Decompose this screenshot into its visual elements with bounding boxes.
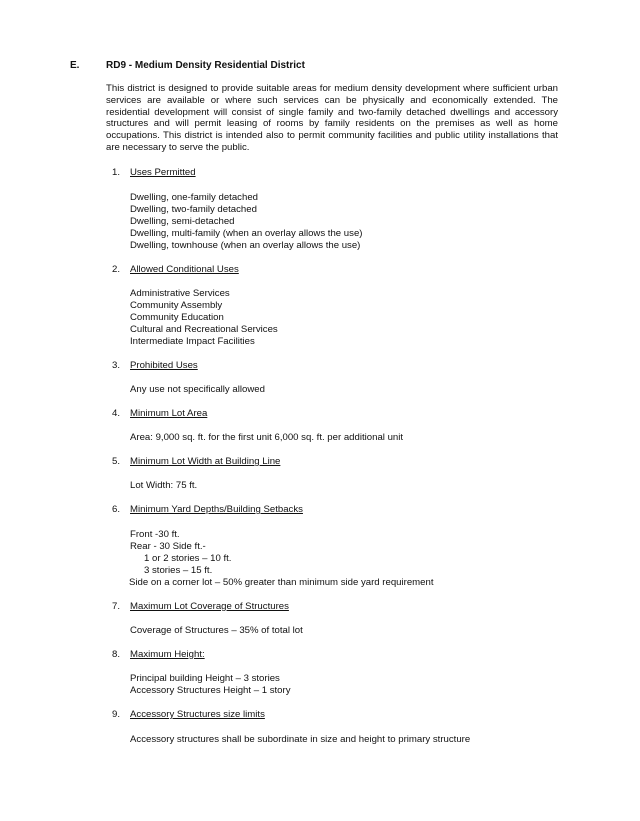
item-minimum-yard-depths <box>112 504 572 516</box>
item-minimum-lot-area <box>112 408 572 420</box>
item-heading: Minimum Lot Width at Building Line <box>130 456 281 467</box>
item-line: Community Education <box>130 312 224 323</box>
item-line: 1 or 2 stories – 10 ft. <box>144 553 232 564</box>
item-heading: Maximum Lot Coverage of Structures <box>130 601 289 612</box>
item-number: 2. <box>112 264 121 275</box>
item-number: 9. <box>112 709 121 720</box>
item-lines <box>130 192 570 252</box>
item-line: Accessory structures shall be subordinate in size and height to primary structure <box>130 734 471 745</box>
item-line: Principal building Height – 3 stories <box>130 673 280 684</box>
item-number: 7. <box>112 601 121 612</box>
item-number: 8. <box>112 649 121 660</box>
item-line: Any use not specifically allowed <box>130 384 265 395</box>
item-lines <box>130 673 570 697</box>
item-heading: Accessory Structures size limits <box>130 709 265 720</box>
item-maximum-lot-coverage <box>112 601 572 613</box>
item-line: Side on a corner lot – 50% greater than minimum side yard requirement <box>129 577 434 588</box>
item-heading: Maximum Height: <box>130 649 205 660</box>
item-number: 6. <box>112 504 121 515</box>
item-lines <box>130 432 570 444</box>
item-maximum-height <box>112 649 572 661</box>
item-line: 3 stories – 15 ft. <box>144 565 213 576</box>
item-line: Intermediate Impact Facilities <box>130 336 255 347</box>
item-line: Administrative Services <box>130 288 230 299</box>
item-heading: Prohibited Uses <box>130 360 198 371</box>
item-number: 5. <box>112 456 121 467</box>
item-line: Community Assembly <box>130 300 223 311</box>
item-heading: Minimum Lot Area <box>130 408 208 419</box>
item-number: 3. <box>112 360 121 371</box>
item-lines <box>130 480 570 492</box>
item-line: Coverage of Structures – 35% of total lot <box>130 625 303 636</box>
item-prohibited-uses <box>112 360 572 372</box>
item-uses-permitted <box>112 167 572 179</box>
item-heading: Uses Permitted <box>130 167 196 178</box>
item-number: 1. <box>112 167 121 178</box>
item-line: Front -30 ft. <box>130 529 180 540</box>
item-number: 4. <box>112 408 121 419</box>
item-lines <box>130 384 570 396</box>
item-lines <box>130 625 570 637</box>
item-lines <box>130 734 570 746</box>
item-minimum-lot-width <box>112 456 572 468</box>
item-line: Cultural and Recreational Services <box>130 324 278 335</box>
item-line: Lot Width: 75 ft. <box>130 480 198 491</box>
item-accessory-structures-size <box>112 709 572 721</box>
section-intro: This district is designed to provide suitable areas for medium density development where sufficient urban services are available or where such services can be physically and economically extended. The residential development will consist of single family and two-family detached dwellings and accessory structures and will permit leasing of rooms by family residents on the premises as well as home occupations. This district is intended also to permit community facilities and public utility installations that are necessary to serve the public. <box>106 83 558 153</box>
section-title: RD9 - Medium Density Residential District <box>106 60 305 71</box>
item-heading: Minimum Yard Depths/Building Setbacks <box>130 504 303 515</box>
item-allowed-conditional-uses <box>112 264 572 276</box>
item-line: Dwelling, multi-family (when an overlay allows the use) <box>130 228 363 239</box>
item-line: Dwelling, one-family detached <box>130 192 258 203</box>
item-line: Dwelling, two-family detached <box>130 204 257 215</box>
item-line: Accessory Structures Height – 1 story <box>130 685 291 696</box>
item-line: Dwelling, semi-detached <box>130 216 235 227</box>
item-line: Dwelling, townhouse (when an overlay allows the use) <box>130 240 361 251</box>
item-lines <box>130 288 570 348</box>
item-line: Area: 9,000 sq. ft. for the first unit 6,000 sq. ft. per additional unit <box>130 432 404 443</box>
item-lines <box>130 529 570 589</box>
section-letter: E. <box>70 60 80 71</box>
item-line: Rear - 30 Side ft.- <box>130 541 206 552</box>
item-heading: Allowed Conditional Uses <box>130 264 239 275</box>
